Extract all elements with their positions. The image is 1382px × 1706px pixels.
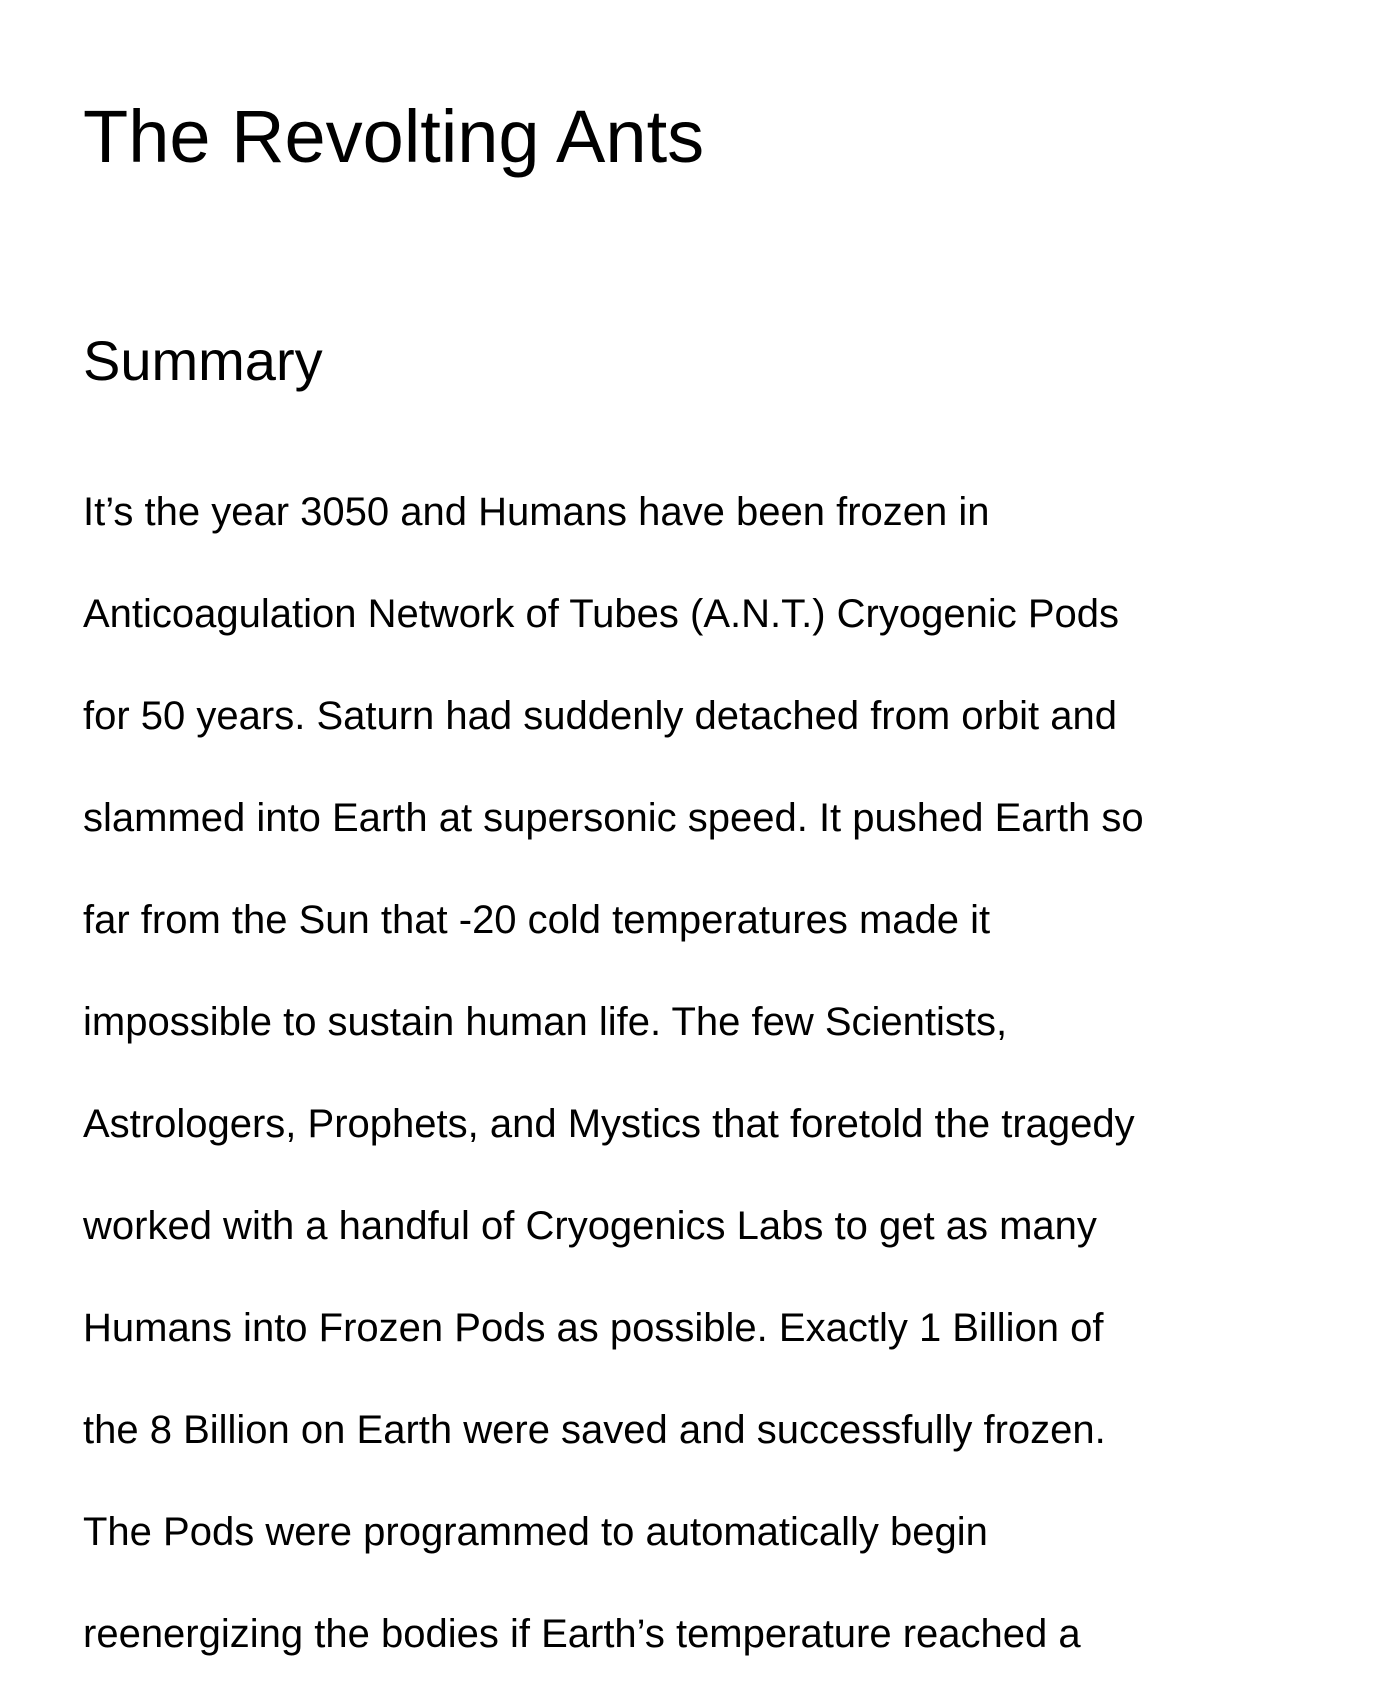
paragraph-line: far from the Sun that -20 cold temperatures made it	[83, 898, 991, 942]
document-title: The Revolting Ants	[83, 95, 705, 178]
paragraph-line: for 50 years. Saturn had suddenly detached from orbit and	[83, 694, 1117, 738]
paragraph-line: Humans into Frozen Pods as possible. Exactly 1 Billion of	[83, 1306, 1104, 1350]
paragraph-line: the 8 Billion on Earth were saved and successfully frozen.	[83, 1408, 1106, 1452]
paragraph-line: reenergizing the bodies if Earth’s temperature reached a	[83, 1612, 1081, 1656]
summary-paragraph	[83, 482, 1144, 1706]
paragraph-line: It’s the year 3050 and Humans have been frozen in	[83, 490, 990, 534]
paragraph-line: worked with a handful of Cryogenics Labs to get as many	[83, 1204, 1097, 1248]
paragraph-line: impossible to sustain human life. The few Scientists,	[83, 1000, 1008, 1044]
paragraph-line: Astrologers, Prophets, and Mystics that foretold the tragedy	[83, 1102, 1135, 1146]
paragraph-line: slammed into Earth at supersonic speed. It pushed Earth so	[83, 796, 1144, 840]
section-heading: Summary	[83, 329, 323, 392]
paragraph-line: The Pods were programmed to automatically begin	[83, 1510, 988, 1554]
paragraph-line: Anticoagulation Network of Tubes (A.N.T.) Cryogenic Pods	[83, 592, 1120, 636]
